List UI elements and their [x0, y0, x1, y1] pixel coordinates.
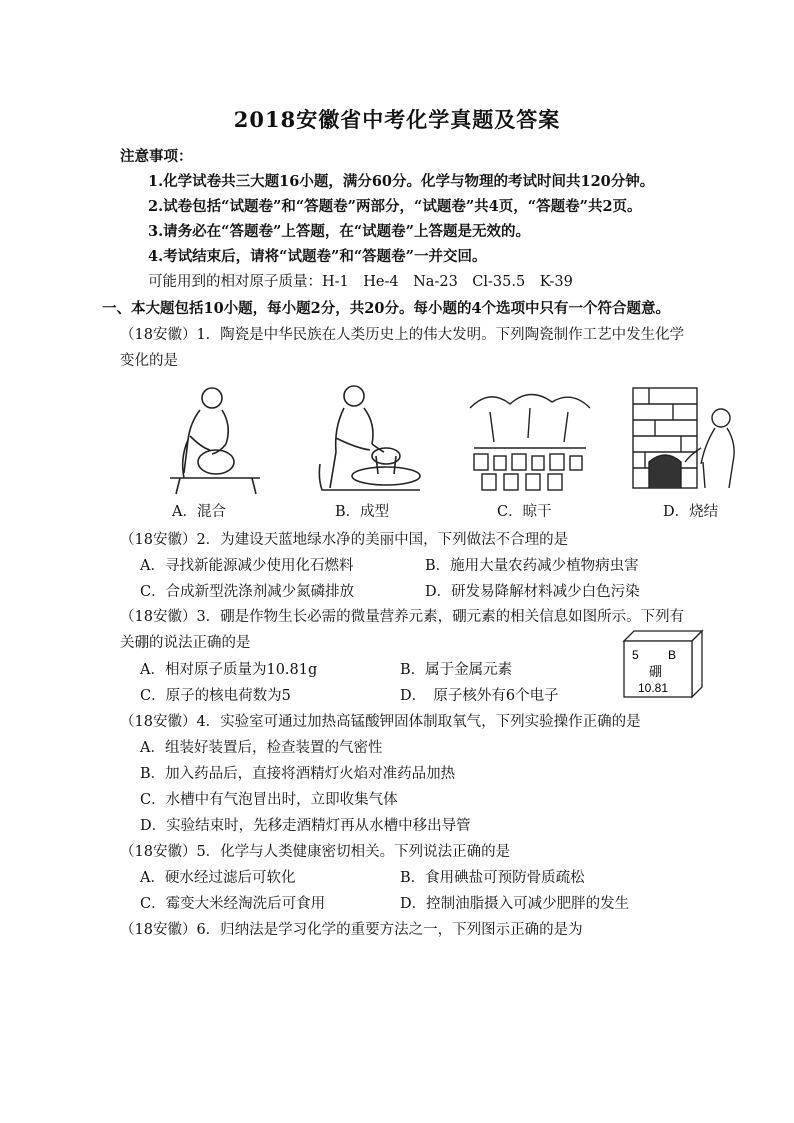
pottery-drying-illustration: [460, 378, 600, 496]
question-stem: （18安徽）1．陶瓷是中华民族在人类历史上的伟大发明。下列陶瓷制作工艺中发生化学: [120, 327, 685, 343]
q2-option-c: C．合成新型洗涤剂减少氮磷排放: [140, 584, 355, 600]
q3-option-c: C．原子的核电荷数为5: [140, 688, 291, 704]
question-stem: 关硼的说法正确的是: [120, 635, 251, 651]
q2-option-a: A．寻找新能源减少使用化石燃料: [140, 558, 354, 574]
q5-option-a: A．硬水经过滤后可软化: [140, 870, 296, 886]
q1-option-d: D．烧结: [663, 504, 719, 520]
q2-option-d: D．研发易降解材料减少白色污染: [425, 584, 640, 600]
q5-option-d: D．控制油脂摄入可减少肥胖的发生: [400, 896, 630, 912]
notice-heading: 注意事项：: [120, 148, 193, 165]
element-name: 硼: [649, 665, 663, 680]
question-stem: （18安徽）4．实验室可通过加热高锰酸钾固体制取氧气，下列实验操作正确的是: [120, 714, 641, 730]
q3-option-d: D． 原子核外有6个电子: [400, 688, 559, 704]
question-stem: 变化的是: [120, 353, 178, 369]
notice-item: 4.考试结束后，请将“试题卷”和“答题卷”一并交回。: [148, 248, 487, 265]
q4-option-c: C．水槽中有气泡冒出时，立即收集气体: [140, 792, 398, 808]
element-mass: 10.81: [638, 681, 669, 695]
q1-option-c: C．晾干: [497, 504, 552, 520]
q3-option-b: B．属于金属元素: [400, 662, 513, 678]
atomic-mass-line: 可能用到的相对原子质量：H-1 He-4 Na-23 Cl-35.5 K-39: [148, 274, 573, 290]
element-symbol: B: [668, 648, 677, 662]
boron-element-box: [618, 627, 704, 699]
pottery-mixing-illustration: [140, 378, 280, 496]
notice-item: 2.试卷包括“试题卷”和“答题卷”两部分，“试题卷”共4页，“答题卷”共2页。: [148, 198, 642, 215]
q3-option-a: A．相对原子质量为10.81g: [140, 662, 318, 678]
q4-option-b: B．加入药品后，直接将酒精灯火焰对准药品加热: [140, 766, 456, 782]
q4-option-d: D．实验结束时，先移走酒精灯再从水槽中移出导管: [140, 818, 471, 834]
question-stem: （18安徽）6．归纳法是学习化学的重要方法之一，下列图示正确的是为: [120, 922, 583, 938]
question-stem: （18安徽）3．硼是作物生长必需的微量营养元素，硼元素的相关信息如图所示。下列有: [120, 609, 685, 625]
element-number: 5: [632, 648, 639, 662]
notice-item: 1.化学试卷共三大题16小题，满分60分。化学与物理的考试时间共120分钟。: [148, 173, 655, 190]
page-title: 2018安徽省中考化学真题及答案: [233, 107, 561, 132]
q4-option-a: A．组装好装置后，检查装置的气密性: [140, 740, 383, 756]
q2-option-b: B．施用大量农药减少植物病虫害: [425, 558, 639, 574]
pottery-forming-illustration: [300, 378, 440, 496]
pottery-firing-illustration: [625, 378, 765, 496]
q1-option-b: B．成型: [335, 504, 390, 520]
question-stem: （18安徽）5．化学与人类健康密切相关。下列说法正确的是: [120, 844, 511, 860]
q1-option-a: A．混合: [172, 504, 226, 520]
q5-option-b: B．食用碘盐可预防骨质疏松: [400, 870, 585, 886]
section-heading: 一、本大题包括10小题，每小题2分，共20分。每小题的4个选项中只有一个符合题意。: [102, 300, 671, 317]
question-stem: （18安徽）2．为建设天蓝地绿水净的美丽中国，下列做法不合理的是: [120, 532, 569, 548]
q5-option-c: C．霉变大米经淘洗后可食用: [140, 896, 326, 912]
notice-item: 3.请务必在“答题卷”上答题，在“试题卷”上答题是无效的。: [148, 223, 530, 240]
